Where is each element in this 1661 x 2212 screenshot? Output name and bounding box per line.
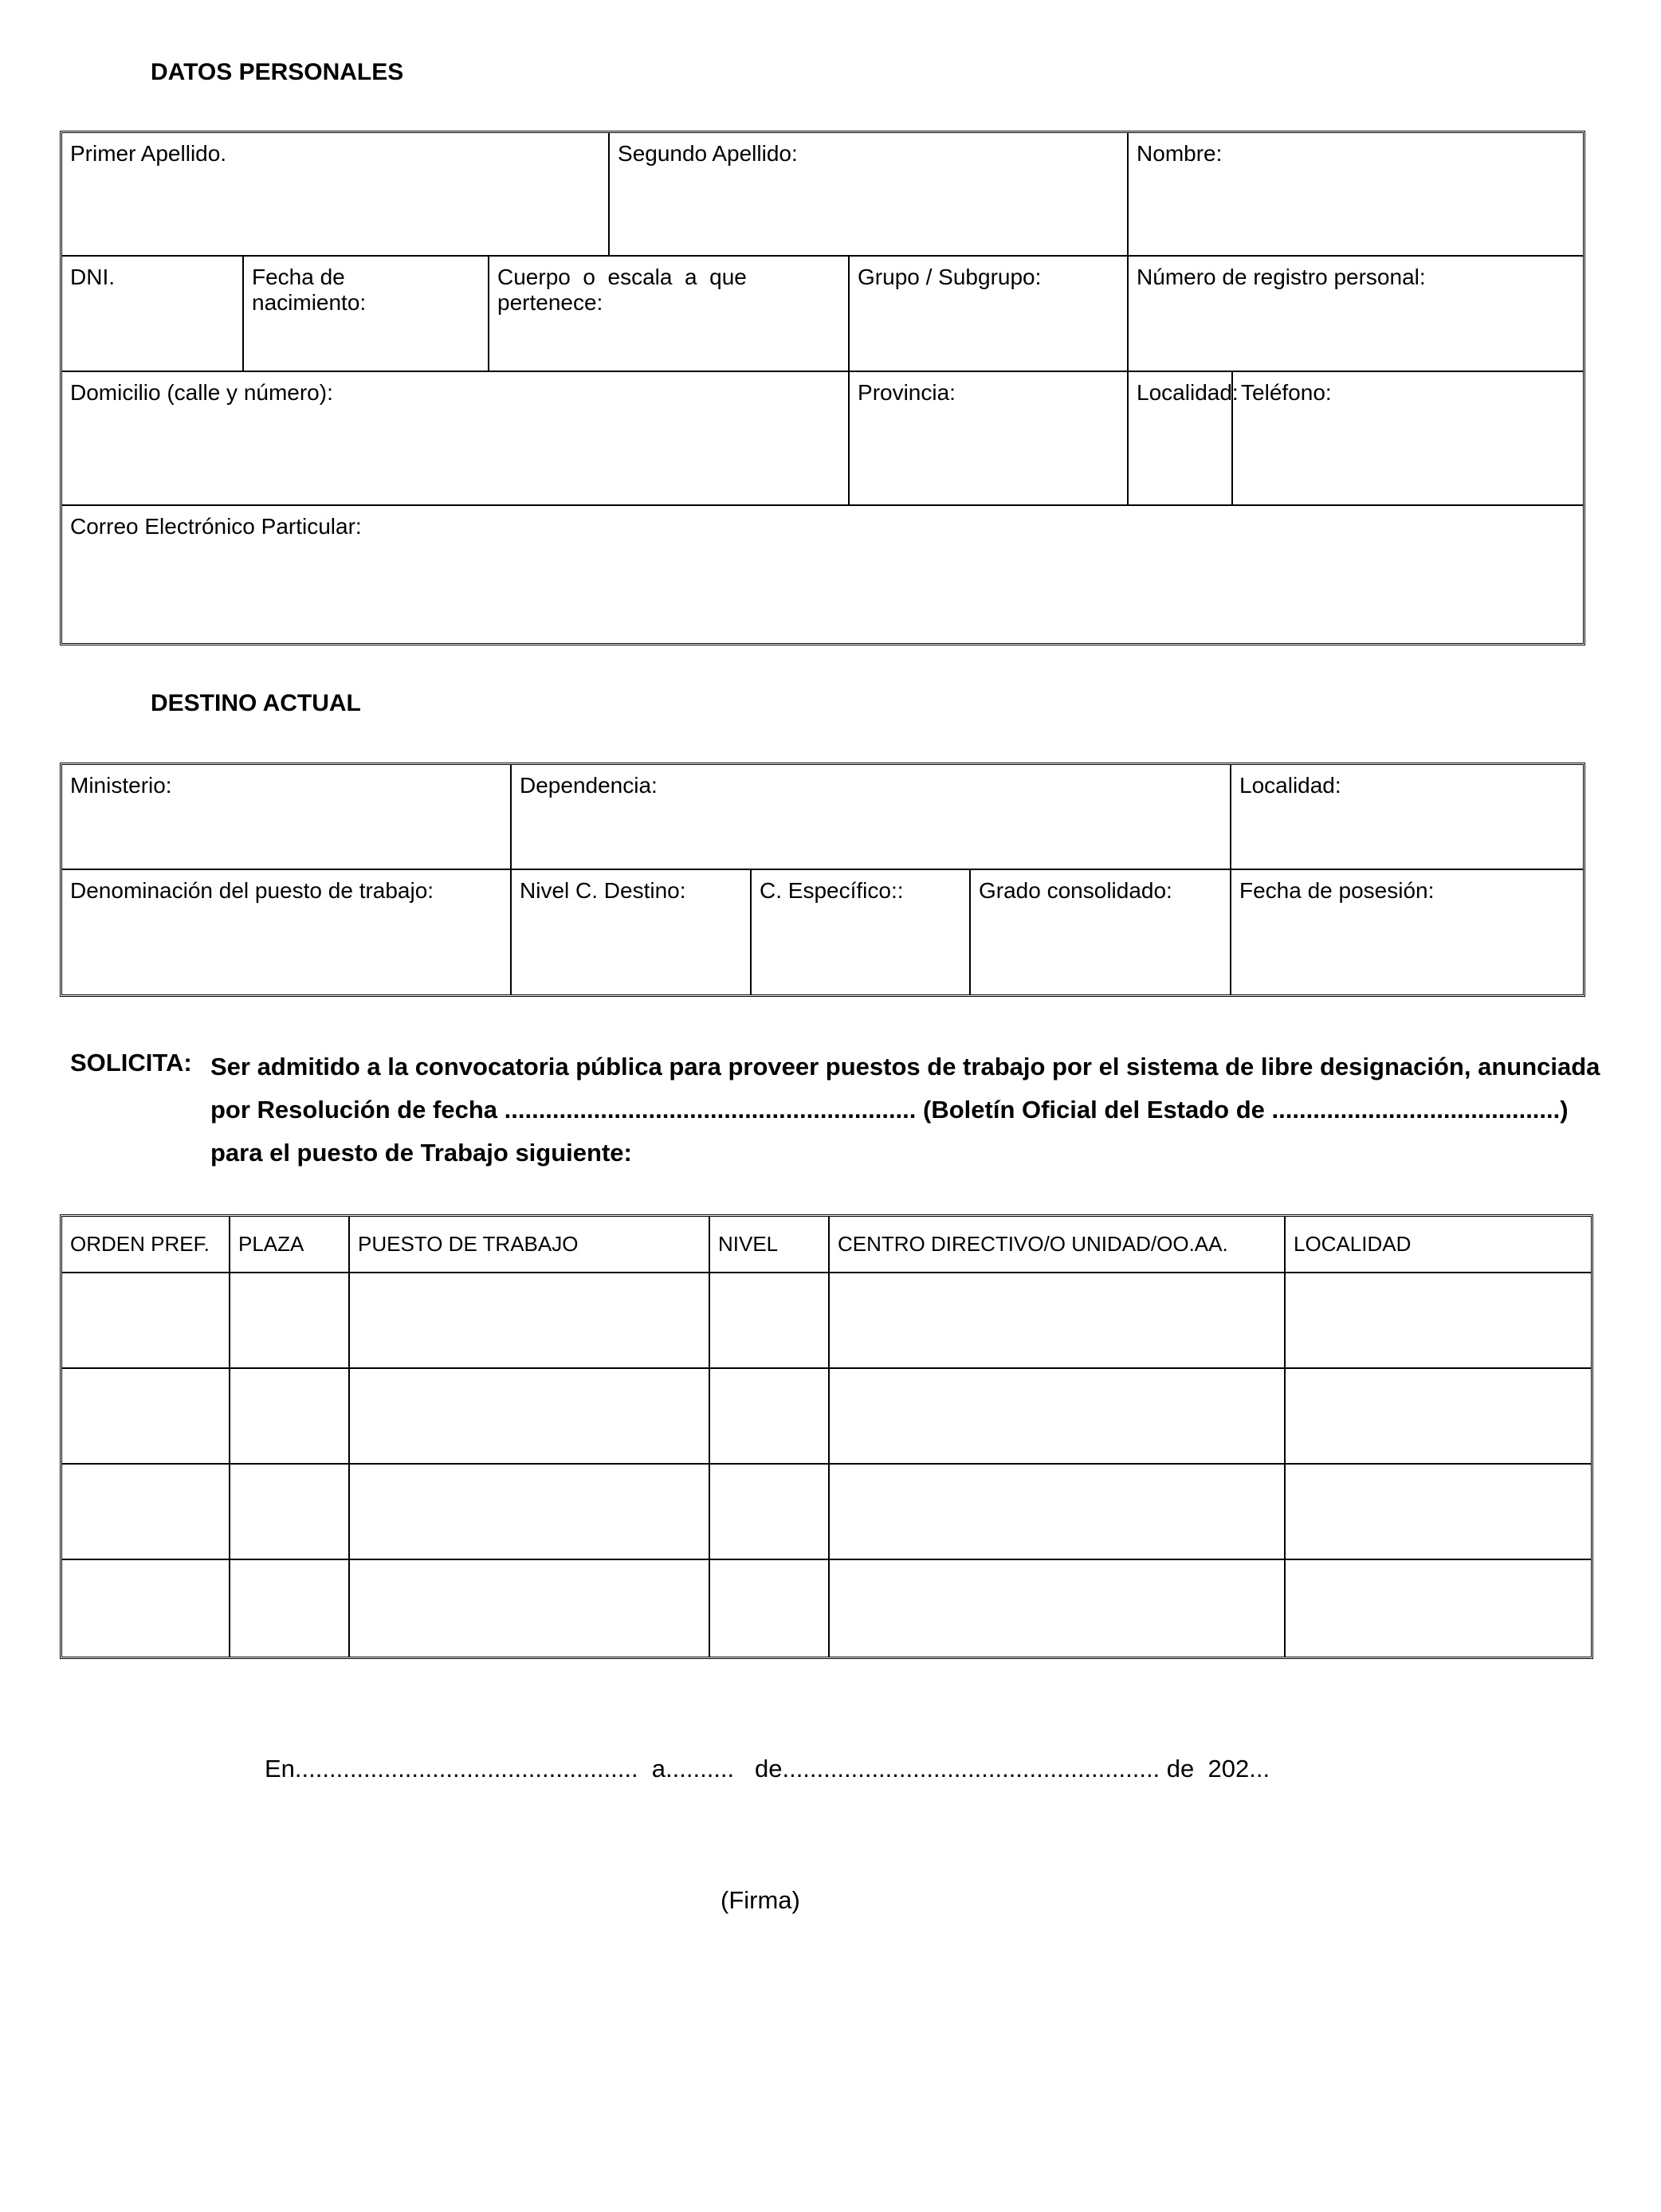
label-telefono: Teléfono: [1241, 380, 1332, 405]
field-fecha-nacimiento[interactable] [243, 256, 489, 371]
solicita-line-2: por Resolución de fecha ............................................................ (Boletín Oficial del Estado de ..........................................) [210, 1096, 1569, 1124]
cell-localidad[interactable] [1285, 1464, 1591, 1559]
destino-actual-table [60, 763, 1585, 997]
field-primer-apellido[interactable] [62, 133, 609, 256]
cell-orden-pref[interactable] [62, 1273, 230, 1368]
cell-centro-directivo[interactable] [829, 1273, 1285, 1368]
label-grado-consolidado: Grado consolidado: [979, 878, 1172, 903]
cell-centro-directivo[interactable] [829, 1464, 1285, 1559]
label-grupo-subgrupo: Grupo / Subgrupo: [858, 265, 1042, 289]
header-nivel: NIVEL [709, 1217, 829, 1273]
cell-plaza[interactable] [230, 1273, 349, 1368]
label-cuerpo-1: Cuerpo o escala a que [497, 265, 747, 289]
cell-nivel[interactable] [709, 1273, 829, 1368]
field-ministerio[interactable] [62, 765, 511, 869]
cell-localidad[interactable] [1285, 1273, 1591, 1368]
label-cuerpo-2: pertenece: [497, 290, 603, 315]
field-correo-electronico[interactable] [62, 505, 1583, 643]
table-row [62, 1368, 1591, 1464]
cell-puesto-trabajo[interactable] [349, 1273, 709, 1368]
label-localidad-destino: Localidad: [1239, 773, 1341, 798]
field-nombre[interactable] [1128, 133, 1583, 256]
label-fecha-posesion: Fecha de posesión: [1239, 878, 1435, 903]
solicita-text [210, 1045, 1600, 1175]
header-orden-pref: ORDEN PREF. [62, 1217, 230, 1273]
label-dependencia: Dependencia: [520, 773, 658, 798]
section-title-datos-personales: DATOS PERSONALES [151, 59, 404, 85]
header-puesto-trabajo: PUESTO DE TRABAJO [349, 1217, 709, 1273]
solicita-label: SOLICITA: [70, 1049, 192, 1077]
signature-label: (Firma) [721, 1886, 800, 1914]
cell-centro-directivo[interactable] [829, 1368, 1285, 1464]
table-row [62, 1464, 1591, 1559]
field-localidad[interactable] [1128, 371, 1239, 505]
field-grado-consolidado[interactable] [970, 869, 1231, 994]
label-segundo-apellido: Segundo Apellido: [618, 141, 798, 166]
label-domicilio: Domicilio (calle y número): [70, 380, 333, 405]
field-nivel-destino[interactable] [511, 869, 751, 994]
field-registro-personal[interactable] [1128, 256, 1583, 371]
header-plaza: PLAZA [230, 1217, 349, 1273]
label-complemento-especifico: C. Específico:: [760, 878, 904, 903]
field-fecha-posesion[interactable] [1231, 869, 1583, 994]
field-provincia[interactable] [849, 371, 1128, 505]
cell-plaza[interactable] [230, 1368, 349, 1464]
solicita-line-1: Ser admitido a la convocatoria pública para proveer puestos de trabajo por el sistema de libre designación, anunciada [210, 1053, 1600, 1081]
label-fecha-nacimiento-2: nacimiento: [252, 290, 367, 315]
cell-nivel[interactable] [709, 1368, 829, 1464]
cell-localidad[interactable] [1285, 1368, 1591, 1464]
table-row [62, 1559, 1591, 1657]
datos-personales-table [60, 131, 1585, 645]
field-grupo-subgrupo[interactable] [849, 256, 1128, 371]
field-dependencia[interactable] [511, 765, 1231, 869]
place-date-line: En.................................................. a.......... de....................................................... de 202... [265, 1755, 1270, 1783]
cell-plaza[interactable] [230, 1464, 349, 1559]
label-ministerio: Ministerio: [70, 773, 172, 798]
label-nombre: Nombre: [1137, 141, 1223, 166]
table-row [62, 1273, 1591, 1368]
label-localidad: Localidad: [1137, 380, 1239, 405]
cell-orden-pref[interactable] [62, 1464, 230, 1559]
cell-puesto-trabajo[interactable] [349, 1559, 709, 1657]
label-dni: DNI. [70, 265, 115, 289]
field-localidad-destino[interactable] [1231, 765, 1583, 869]
field-segundo-apellido[interactable] [609, 133, 1128, 256]
header-centro-directivo: CENTRO DIRECTIVO/O UNIDAD/OO.AA. [829, 1217, 1285, 1273]
header-localidad: LOCALIDAD [1285, 1217, 1591, 1273]
field-cuerpo-escala[interactable] [489, 256, 849, 371]
field-telefono[interactable] [1232, 371, 1583, 505]
cell-orden-pref[interactable] [62, 1368, 230, 1464]
field-complemento-especifico[interactable] [751, 869, 970, 994]
puestos-solicitados-table [60, 1214, 1593, 1659]
cell-nivel[interactable] [709, 1464, 829, 1559]
label-fecha-nacimiento-1: Fecha de [252, 265, 345, 289]
cell-nivel[interactable] [709, 1559, 829, 1657]
cell-centro-directivo[interactable] [829, 1559, 1285, 1657]
cell-puesto-trabajo[interactable] [349, 1368, 709, 1464]
label-provincia: Provincia: [858, 380, 956, 405]
label-primer-apellido: Primer Apellido. [70, 141, 227, 166]
label-nivel-destino: Nivel C. Destino: [520, 878, 686, 903]
field-dni[interactable] [62, 256, 243, 371]
field-denominacion-puesto[interactable] [62, 869, 511, 994]
field-domicilio[interactable] [62, 371, 849, 505]
cell-puesto-trabajo[interactable] [349, 1464, 709, 1559]
solicita-line-3: para el puesto de Trabajo siguiente: [210, 1139, 632, 1167]
label-correo-electronico: Correo Electrónico Particular: [70, 514, 362, 539]
cell-localidad[interactable] [1285, 1559, 1591, 1657]
cell-orden-pref[interactable] [62, 1559, 230, 1657]
label-denominacion-puesto: Denominación del puesto de trabajo: [70, 878, 434, 903]
label-registro-personal: Número de registro personal: [1137, 265, 1426, 289]
cell-plaza[interactable] [230, 1559, 349, 1657]
section-title-destino-actual: DESTINO ACTUAL [151, 690, 361, 716]
